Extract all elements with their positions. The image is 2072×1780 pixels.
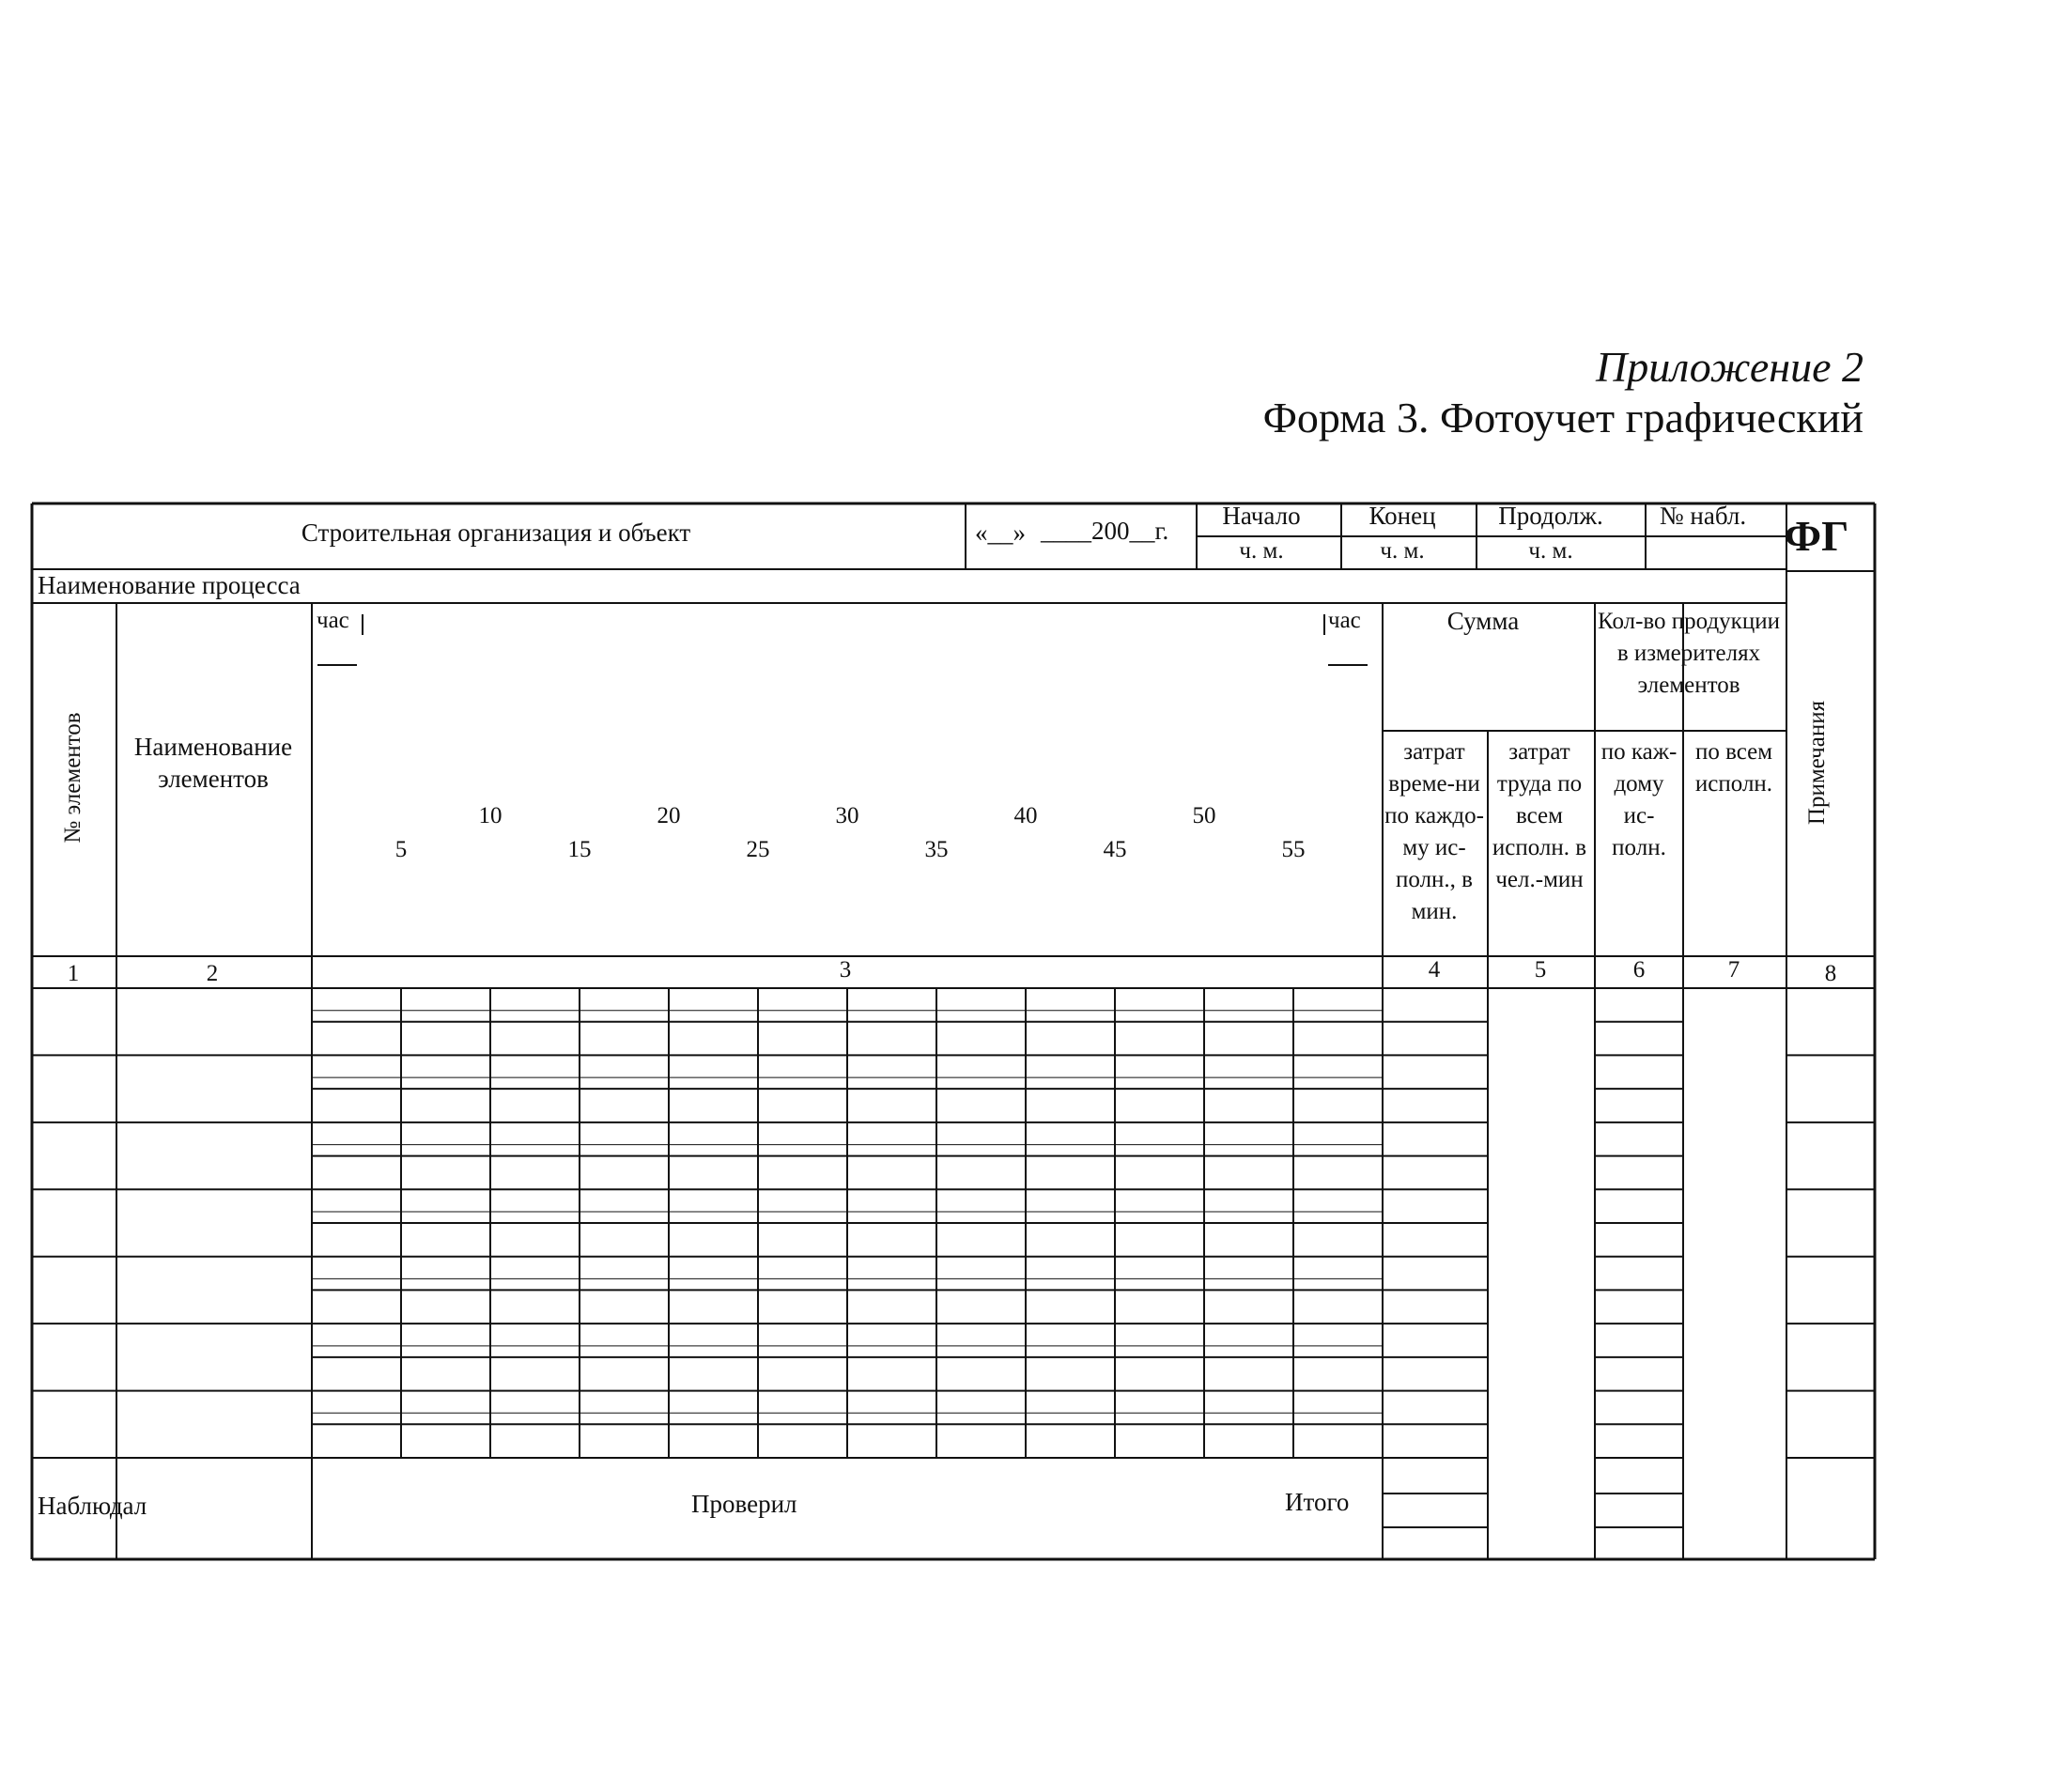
observed-label: Наблюдал: [38, 1492, 147, 1520]
org-object-label: Строительная организация и объект: [301, 519, 691, 547]
col4-header: затрат време-ни по каждо-му ис-полн., в мин.: [1384, 739, 1484, 924]
col-elem-no-header: № элементов: [60, 712, 85, 844]
duration-label: Продолж.: [1498, 502, 1603, 530]
col-number-2: 2: [206, 961, 219, 986]
minute-tick-label: 20: [657, 803, 681, 828]
minute-tick-label: 30: [835, 803, 859, 828]
col-number-4: 4: [1428, 957, 1441, 983]
col-number-5: 5: [1534, 957, 1547, 983]
minute-tick-label: 55: [1281, 837, 1306, 862]
form-code: ФГ: [1784, 512, 1849, 560]
col-number-3: 3: [839, 957, 852, 983]
minute-tick-label: 15: [567, 837, 592, 862]
minute-tick-label: 45: [1103, 837, 1127, 862]
minute-tick-label: 50: [1192, 803, 1216, 828]
duration-hm: ч. м.: [1528, 538, 1573, 564]
minute-tick-label: 25: [746, 837, 770, 862]
form-title: Форма 3. Фотоучет графический: [1262, 394, 1863, 441]
col-number-1: 1: [67, 961, 80, 986]
minute-tick-label: 10: [478, 803, 503, 828]
col-elem-name-header: Наименование элементов: [133, 733, 293, 793]
hour-right-label: час: [1328, 608, 1361, 633]
minute-tick-label: 40: [1013, 803, 1038, 828]
col-number-7: 7: [1727, 957, 1740, 983]
hour-left-label: час: [317, 608, 349, 633]
minute-tick-label: 5: [394, 837, 408, 862]
col6-header: по каж-дому ис-полн.: [1600, 739, 1678, 860]
start-label: Начало: [1222, 502, 1301, 530]
col-number-8: 8: [1824, 961, 1837, 986]
total-label: Итого: [1285, 1488, 1350, 1516]
notes-header: Примечания: [1804, 700, 1830, 826]
checked-label: Проверил: [691, 1490, 797, 1518]
date-open: «__»: [975, 519, 1026, 547]
obs-no-label: № набл.: [1659, 502, 1747, 530]
date-year: ____200__г.: [1041, 517, 1169, 545]
col-number-6: 6: [1632, 957, 1646, 983]
qty-label: Кол-во продукции в измерителях элементов: [1598, 609, 1780, 698]
col7-header: по всем исполн.: [1694, 739, 1773, 797]
process-name-label: Наименование процесса: [38, 571, 301, 599]
end-hm: ч. м.: [1380, 538, 1425, 564]
end-label: Конец: [1368, 502, 1436, 530]
sum-label: Сумма: [1446, 607, 1520, 635]
minute-tick-label: 35: [924, 837, 949, 862]
appendix-label: Приложение 2: [1595, 343, 1863, 391]
col5-header: затрат труда по всем исполн. в чел.-мин: [1492, 739, 1587, 892]
start-hm: ч. м.: [1239, 538, 1284, 564]
